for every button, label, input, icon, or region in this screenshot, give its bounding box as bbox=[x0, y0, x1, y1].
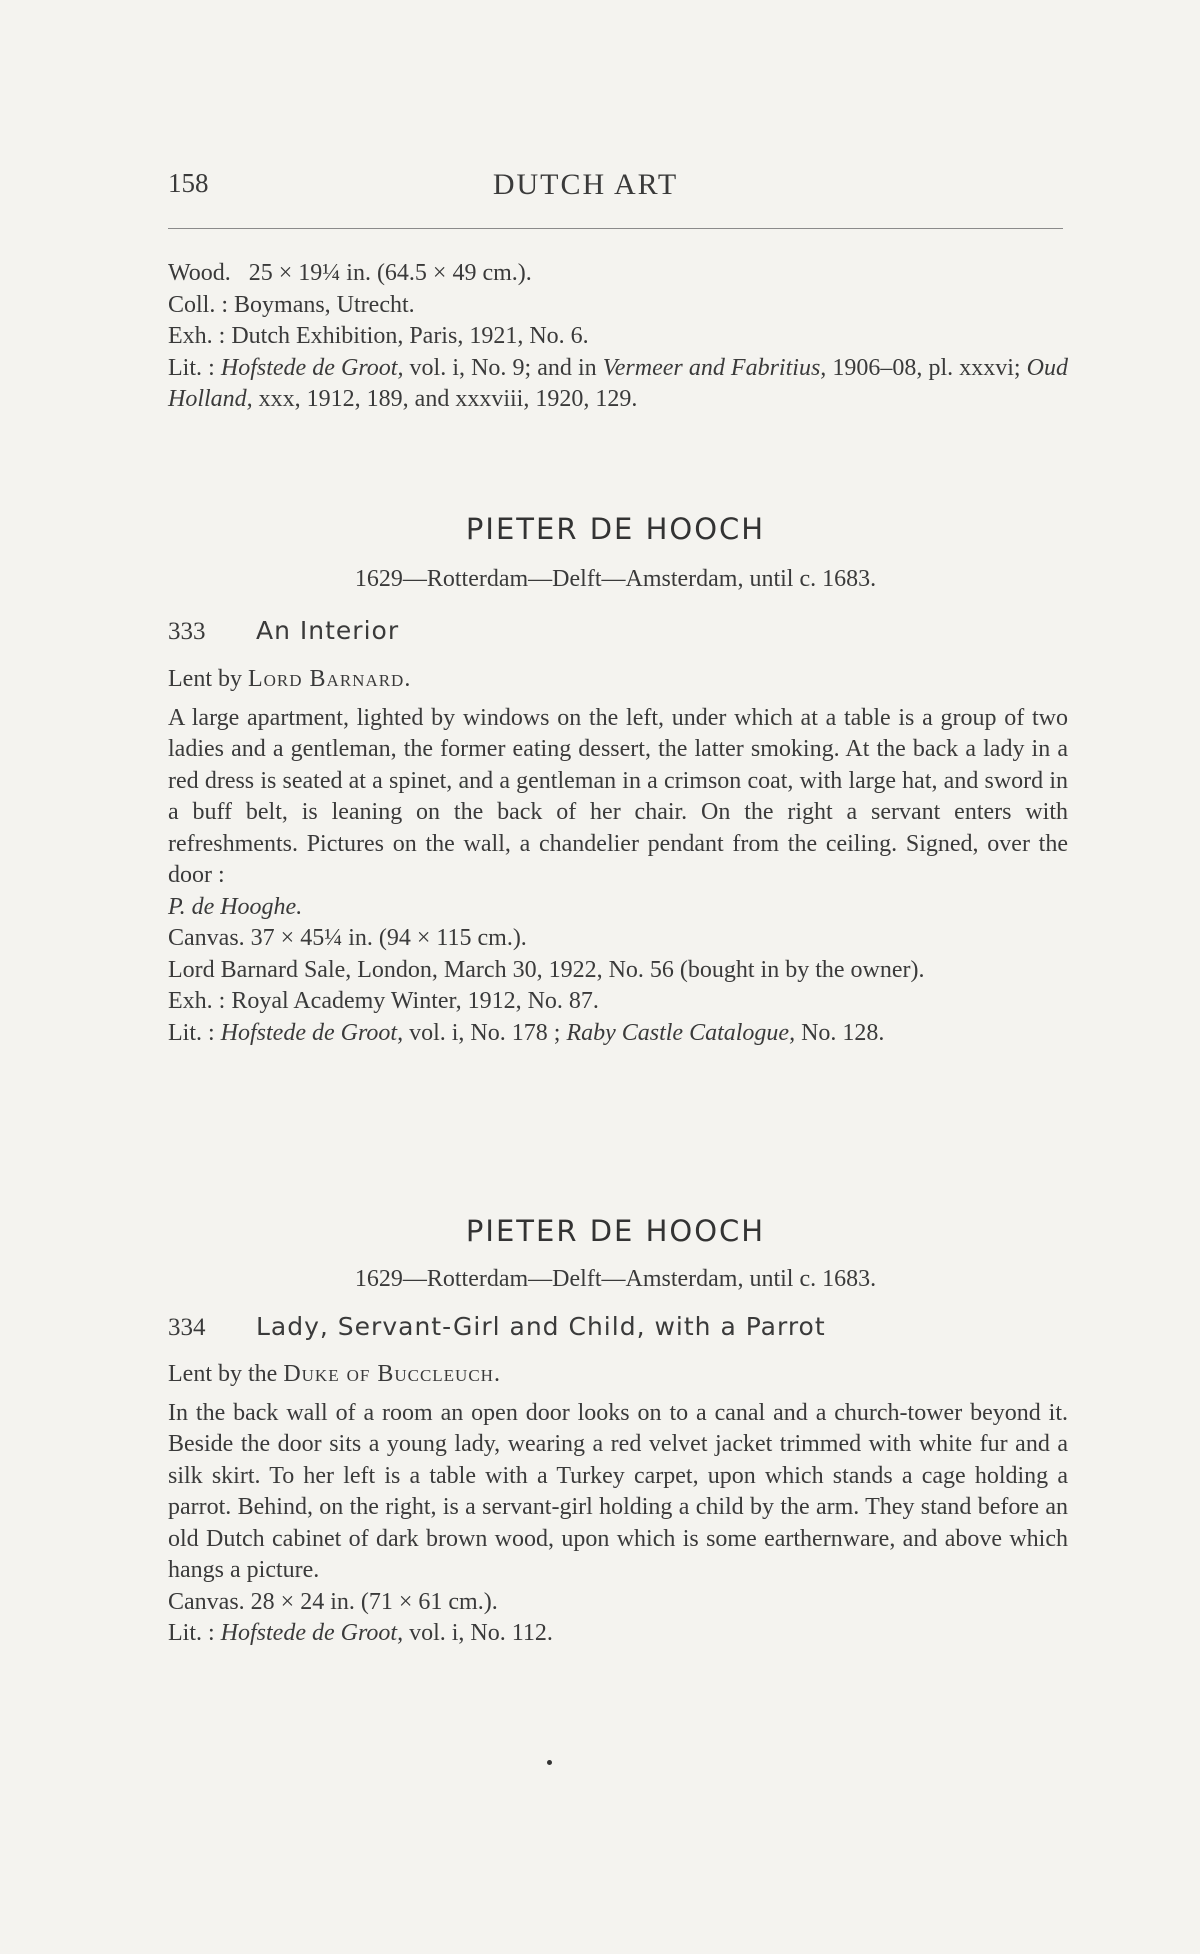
lent-prefix: Lent by the bbox=[168, 1361, 284, 1387]
entry-title-text: Lady, Servant-Girl and Child, with a Parrot bbox=[256, 1312, 826, 1341]
lit-prefix: Lit. : bbox=[168, 1620, 215, 1646]
lit-mid2: 1906–08, pl. xxxvi; bbox=[826, 354, 1027, 381]
description: In the back wall of a room an open door looks on to a canal and a church-tower beyond it. Beside the door sits a young lady, wearing a red velvet jacket trimmed with white fur and a silk skirt. To her left is a table with a Turkey carpet, upon which stands a cage holding a parrot. Behind, on the right, is a servant-girl holding a child by the arm. They stand before an old Dutch cabinet of dark brown wood, upon which is some earthernware, and above which hangs a picture. bbox=[168, 1399, 1068, 1583]
lit-author: Hofstede de Groot, bbox=[220, 1019, 404, 1046]
medium-line: Canvas. 28 × 24 in. (71 × 61 cm.). bbox=[168, 1588, 498, 1615]
literature-line bbox=[168, 353, 1068, 416]
artist-dates-333: 1629—Rotterdam—Delft—Amsterdam, until c. 1683. bbox=[354, 566, 877, 592]
lit-end: xxx, 1912, 189, and xxxviii, 1920, 129. bbox=[252, 386, 638, 412]
exhibition-line: Exh. : Dutch Exhibition, Paris, 1921, No. 6. bbox=[168, 323, 589, 349]
header-rule bbox=[168, 228, 1063, 229]
description: A large apartment, lighted by windows on the left, under which at a table is a group of two ladies and a gentleman, the former eating dessert, the latter smoking. At the back a lady in a red dress is seated at a spinet, and a gentleman in a crimson coat, with large hat, and sword in a buff belt, is leaning on the back of her chair. On the right a servant enters with refreshments. Pictures on the wall, a chandelier pendant from the ceiling. Signed, over the door : bbox=[168, 704, 1068, 888]
running-head bbox=[168, 168, 1063, 208]
medium-label: Wood. bbox=[168, 260, 231, 286]
literature-line bbox=[168, 1618, 1068, 1650]
literature-line bbox=[168, 1018, 1068, 1050]
lender-name: Lord Barnard. bbox=[247, 666, 412, 692]
lit-author: Hofstede de Groot, bbox=[220, 1620, 404, 1646]
lit-work: Vermeer and Fabritius, bbox=[602, 354, 827, 381]
lender-name: Duke of Buccleuch. bbox=[283, 1361, 501, 1387]
entry-number: 334 bbox=[168, 1314, 206, 1341]
lent-prefix: Lent by bbox=[168, 666, 248, 692]
previous-entry-continuation bbox=[168, 258, 1068, 416]
signature-text: P. de Hooghe. bbox=[168, 893, 303, 920]
medium-line bbox=[168, 258, 1068, 290]
lit-prefix: Lit. : bbox=[168, 354, 215, 381]
medium-line: Canvas. 37 × 45¼ in. (94 × 115 cm.). bbox=[168, 925, 527, 951]
ink-dot bbox=[547, 1760, 552, 1765]
entry-body-334 bbox=[168, 1359, 1068, 1650]
lent-by-line bbox=[168, 1359, 1068, 1391]
entry-title-333 bbox=[168, 616, 1068, 646]
lit-end: No. 128. bbox=[795, 1019, 885, 1046]
lit-author: Hofstede de Groot, bbox=[220, 354, 404, 381]
artist-heading-333: PIETER DE HOOCH bbox=[465, 512, 766, 546]
signature bbox=[168, 892, 1068, 924]
dimensions: 25 × 19¼ in. (64.5 × 49 cm.). bbox=[248, 260, 532, 286]
entry-body-333 bbox=[168, 664, 1068, 1049]
artist-dates-334: 1629—Rotterdam—Delft—Amsterdam, until c. 1683. bbox=[354, 1266, 877, 1292]
entry-title-334 bbox=[168, 1312, 1068, 1342]
entry-number: 333 bbox=[168, 618, 206, 645]
lit-work: Raby Castle Catalogue, bbox=[566, 1019, 796, 1046]
lit-mid: vol. i, No. 178 ; bbox=[403, 1019, 567, 1046]
lit-prefix: Lit. : bbox=[168, 1019, 215, 1046]
lent-by-line bbox=[168, 664, 1068, 696]
collection-line: Coll. : Boymans, Utrecht. bbox=[168, 291, 415, 318]
lit-end: vol. i, No. 112. bbox=[403, 1620, 553, 1646]
page-number: 158 bbox=[168, 168, 209, 198]
lit-mid: vol. i, No. 9; and in bbox=[403, 354, 603, 381]
artist-heading-334: PIETER DE HOOCH bbox=[465, 1214, 766, 1248]
exhibition-line: Exh. : Royal Academy Winter, 1912, No. 87. bbox=[168, 988, 599, 1014]
lit-journal: Oud Holland, bbox=[168, 354, 1069, 412]
running-title: DUTCH ART bbox=[492, 168, 679, 201]
entry-title-text: An Interior bbox=[256, 616, 400, 645]
sale-line: Lord Barnard Sale, London, March 30, 1922, No. 56 (bought in by the owner). bbox=[168, 956, 925, 983]
